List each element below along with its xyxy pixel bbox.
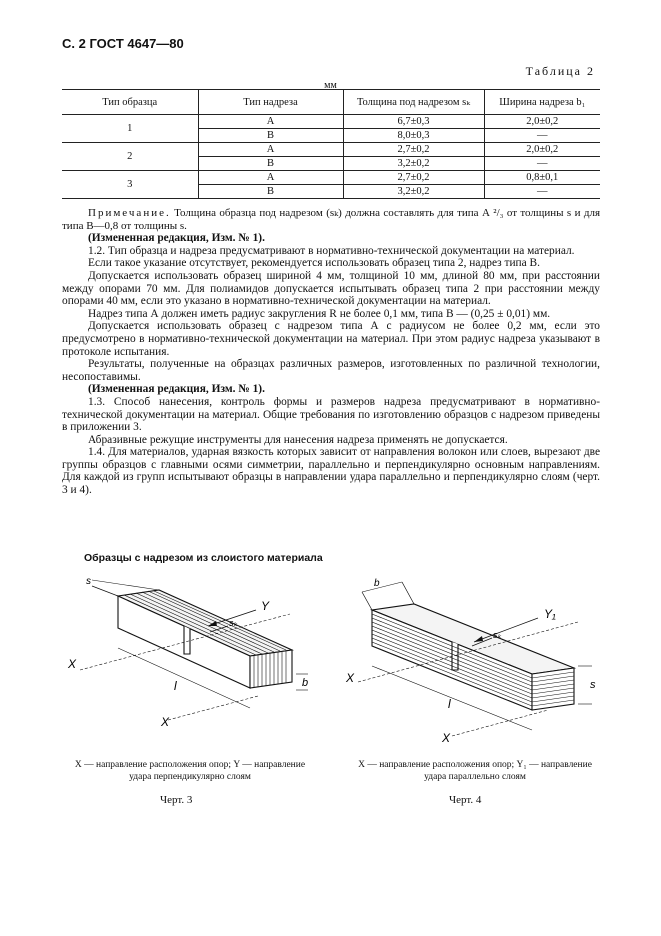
paragraph: Результаты, полученные на образцах различных размеров, изготовленных по различной технологии, несопоставимы.: [62, 358, 600, 383]
note-body: Толщина образца под надрезом (sₖ) должна составлять для типа А ²/₃ от толщины s и для типа В—0,8 от толщины s.: [62, 207, 600, 232]
notch-cell: В: [198, 185, 343, 199]
thickness-cell: 3,2±0,2: [343, 157, 484, 171]
table-row: [62, 143, 600, 157]
table-unit: мм: [324, 80, 337, 91]
column-header: Ширина надреза b₁: [484, 90, 600, 115]
table-header-row: [62, 90, 600, 115]
table-note: [62, 207, 600, 232]
label-s: s: [590, 679, 596, 691]
width-cell: 0,8±0,1: [484, 171, 600, 185]
label-sk: sₖ: [229, 618, 238, 628]
specimen-type-cell: 3: [62, 171, 198, 199]
label-l: l: [174, 679, 177, 693]
paragraph: 1.3. Способ нанесения, контроль формы и размеров надреза предусматривают в нормативно-технической документации на материал. Общие требования по изготовлению образцов с надрезом приведены в приложении 3.: [62, 395, 600, 434]
paragraph: Допускается использовать образец с надрезом типа А с радиусом не более 0,2 мм, если это предусмотрено в нормативно-технической документации на материал. При этом радиус надреза указывают в протоколе испытания.: [62, 320, 600, 358]
caption-line: удара перпендикулярно слоям: [129, 772, 251, 782]
column-header: Тип надреза: [198, 90, 343, 115]
paragraph: Если такое указание отсутствует, рекомендуется использовать образец типа 2, надрез типа В.: [88, 257, 541, 270]
edit-note: (Измененная редакция, Изм. № 1).: [88, 383, 265, 396]
width-cell: —: [484, 185, 600, 199]
thickness-cell: 3,2±0,2: [343, 185, 484, 199]
edit-note: (Измененная редакция, Изм. № 1).: [88, 232, 265, 245]
figure-4-caption: [352, 759, 598, 783]
caption-line: X — направление расположения опор; Y — направление: [74, 760, 306, 770]
paragraph: 1.4. Для материалов, ударная вязкость которых зависит от направления волокон или слоев, вырезают две группы образцов с главными осями симметрии, параллельно и перпендикулярно основным направлениям. Для каждой из групп испытывают образцы в направлении удара параллельно и перпендикулярно слоям (черт. 3 и 4).: [62, 446, 600, 497]
specimen-type-cell: 2: [62, 143, 198, 171]
label-x-lower: X: [442, 731, 451, 745]
figure-4-name: Черт. 4: [449, 794, 482, 806]
paragraph: 1.2. Тип образца и надреза предусматривают в нормативно-технической документации на материал.: [88, 244, 575, 257]
column-header: Толщина под надрезом sₖ: [343, 90, 484, 115]
figures-title: Образцы с надрезом из слоистого материала: [84, 552, 323, 564]
label-y: Y: [261, 599, 270, 613]
specimen-table: [62, 89, 600, 199]
label-sk: sₖ: [493, 630, 502, 640]
thickness-cell: 8,0±0,3: [343, 129, 484, 143]
width-cell: 2,0±0,2: [484, 143, 600, 157]
table-label: Таблица 2: [525, 64, 595, 78]
label-b: b: [374, 578, 380, 589]
table-row: [62, 171, 600, 185]
label-b: b: [302, 677, 309, 689]
thickness-cell: 2,7±0,2: [343, 171, 484, 185]
label-s: s: [86, 576, 91, 587]
caption-line: X — направление расположения опор; Y₁ — направление: [358, 760, 592, 770]
label-x: X: [68, 657, 77, 671]
paragraph: Допускается использовать образец шириной 4 мм, толщиной 10 мм, длиной 80 мм, при расстоянии между опорами 70 мм. Для полиамидов допускается испытывать образец типа 2 при расстоянии между опорами 40 мм, если это указано в нормативно-технической документации на материал.: [62, 269, 600, 308]
table-row: [62, 115, 600, 129]
column-header: Тип образца: [62, 90, 198, 115]
notch-cell: В: [198, 129, 343, 143]
width-cell: —: [484, 157, 600, 171]
width-cell: —: [484, 129, 600, 143]
paragraph: Надрез типа А должен иметь радиус закругления R не более 0,1 мм, типа В — (0,25 ± 0,01) мм.: [88, 307, 551, 320]
width-cell: 2,0±0,2: [484, 115, 600, 129]
paragraph: Абразивные режущие инструменты для нанесения надреза применять не допускается.: [88, 433, 508, 446]
note-label: Примечание.: [88, 207, 171, 219]
label-x: X: [346, 671, 355, 685]
specimen-type-cell: 1: [62, 115, 198, 143]
notch-cell: А: [198, 115, 343, 129]
figure-4-drawing: [342, 570, 612, 756]
caption-line: удара параллельно слоям: [424, 772, 526, 782]
figure-3-drawing: [58, 568, 320, 754]
body-text: [62, 207, 600, 497]
thickness-cell: 2,7±0,2: [343, 143, 484, 157]
figure-3-name: Черт. 3: [160, 794, 193, 806]
label-y1: Y₁: [544, 607, 556, 621]
thickness-cell: 6,7±0,3: [343, 115, 484, 129]
notch-cell: А: [198, 143, 343, 157]
label-l: l: [448, 697, 451, 711]
notch-cell: А: [198, 171, 343, 185]
figure-3-caption: [70, 759, 310, 783]
page-header: С. 2 ГОСТ 4647—80: [62, 36, 184, 51]
notch-cell: В: [198, 157, 343, 171]
label-x-lower: X: [161, 715, 170, 729]
